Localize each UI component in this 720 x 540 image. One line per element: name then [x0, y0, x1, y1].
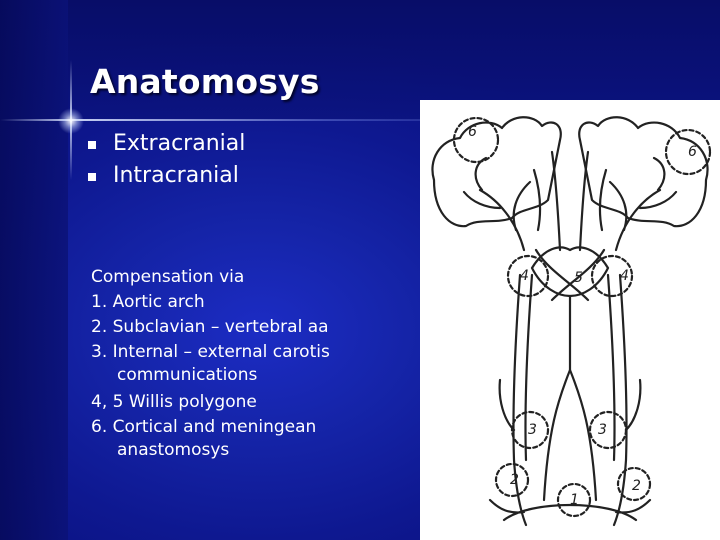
- compensation-item: 3. Internal – external carotis: [91, 342, 330, 362]
- compensation-heading: Compensation via: [91, 267, 245, 287]
- left-cortical-branches: [464, 158, 540, 250]
- compensation-item: 2. Subclavian – vertebral aa: [91, 317, 329, 337]
- bullet-item-extracranial: [86, 128, 245, 160]
- right-carotid: [608, 275, 627, 525]
- left-band: [0, 0, 68, 540]
- label-4-right: 4: [620, 268, 629, 284]
- label-1: 1: [570, 492, 579, 508]
- compensation-item: 6. Cortical and meningean: [91, 417, 317, 437]
- external-carotid-branches: [500, 380, 641, 430]
- square-bullet-icon: [88, 141, 96, 149]
- label-4-left: 4: [520, 268, 529, 284]
- light-flare: [58, 108, 84, 134]
- label-3-right: 3: [598, 422, 607, 438]
- label-3-left: 3: [528, 422, 537, 438]
- label-2-left: 2: [510, 472, 519, 488]
- region-3-right: [590, 412, 626, 448]
- anterior-cerebral-arteries: [552, 152, 588, 250]
- right-hemisphere-outline: [579, 117, 707, 226]
- bullet-text: Extracranial: [113, 131, 246, 156]
- vertebral-arteries: [544, 370, 596, 500]
- compensation-item-continuation: communications: [117, 365, 258, 385]
- carotid-crossing: [536, 250, 604, 300]
- compensation-item: 4, 5 Willis polygone: [91, 392, 257, 412]
- anatomy-figure: [420, 100, 720, 540]
- label-5: 5: [574, 270, 583, 286]
- compensation-item: 1. Aortic arch: [91, 292, 205, 312]
- bullet-text: Intracranial: [113, 163, 239, 188]
- bullet-list: [86, 128, 245, 192]
- bullet-item-intracranial: [86, 160, 245, 192]
- compensation-item-continuation: anastomosys: [117, 440, 230, 460]
- label-6-right: 6: [688, 144, 697, 160]
- compensation-list: [91, 265, 411, 465]
- right-cortical-branches: [600, 158, 676, 250]
- cerebral-arteries-diagram: [420, 100, 720, 540]
- label-2-right: 2: [632, 478, 641, 494]
- label-6-left: 6: [468, 124, 477, 140]
- square-bullet-icon: [88, 173, 96, 181]
- slide-title: Anatomosys: [90, 62, 320, 101]
